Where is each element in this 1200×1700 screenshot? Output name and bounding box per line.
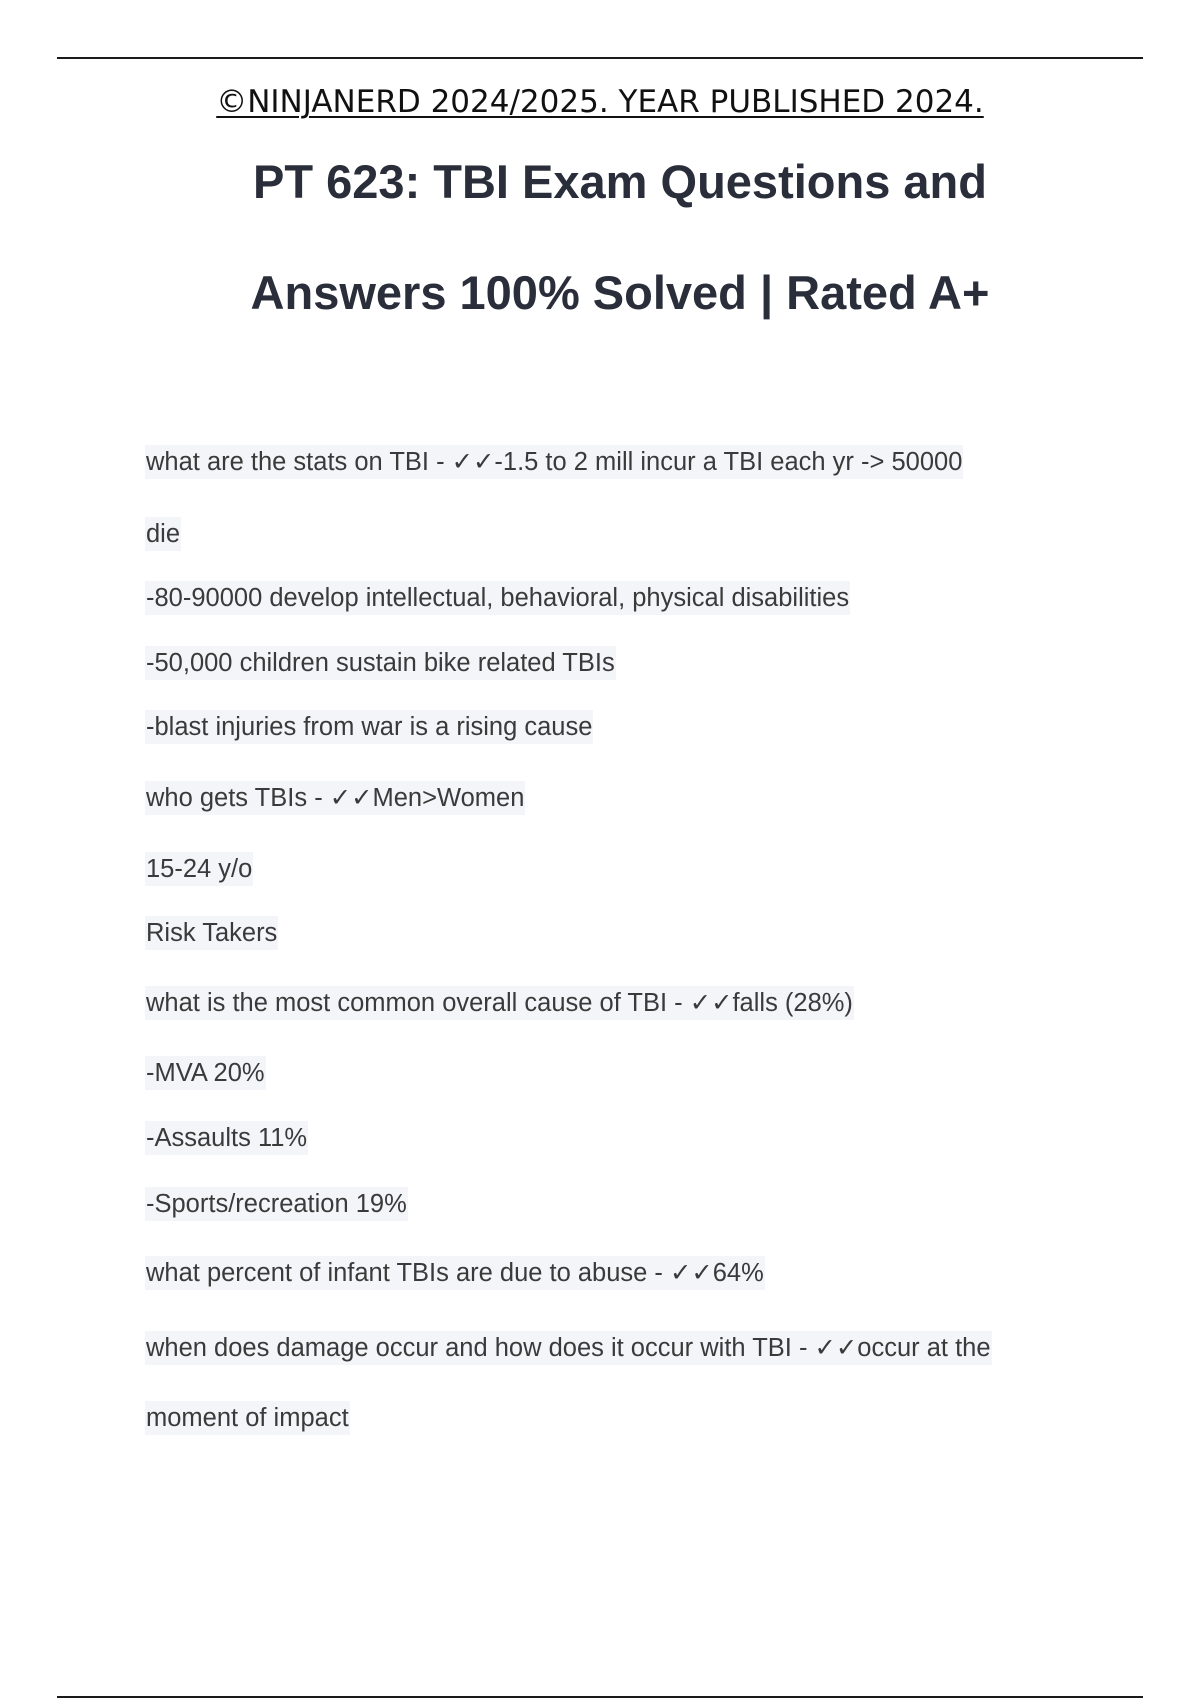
qa-line: what percent of infant TBIs are due to abuse - ✓✓64% [145,1256,765,1290]
document-title-line-1: PT 623: TBI Exam Questions and [253,155,987,208]
document-title-line-2: Answers 100% Solved | Rated A+ [250,266,990,319]
qa-line: what are the stats on TBI - ✓✓-1.5 to 2 mill incur a TBI each yr -> 50000 [145,445,963,479]
qa-line: die [145,517,181,551]
qa-line: -Assaults 11% [145,1121,308,1155]
qa-line: who gets TBIs - ✓✓Men>Women [145,781,525,815]
qa-line: -MVA 20% [145,1056,266,1090]
top-rule [57,57,1143,59]
qa-line: Risk Takers [145,916,278,950]
copyright-header [0,80,1200,124]
qa-line: -Sports/recreation 19% [145,1187,408,1221]
qa-line: 15-24 y/o [145,852,253,886]
qa-line: -50,000 children sustain bike related TBIs [145,646,616,680]
bottom-rule [57,1696,1143,1698]
qa-line: moment of impact [145,1401,350,1435]
qa-line: -80-90000 develop intellectual, behavioral, physical disabilities [145,581,850,615]
qa-line: -blast injuries from war is a rising cause [145,710,593,744]
qa-line: what is the most common overall cause of TBI - ✓✓falls (28%) [145,986,854,1020]
qa-line: when does damage occur and how does it occur with TBI - ✓✓occur at the [145,1331,992,1365]
copyright-text: ©NINJANERD 2024/2025. YEAR PUBLISHED 2024. [216,84,984,120]
